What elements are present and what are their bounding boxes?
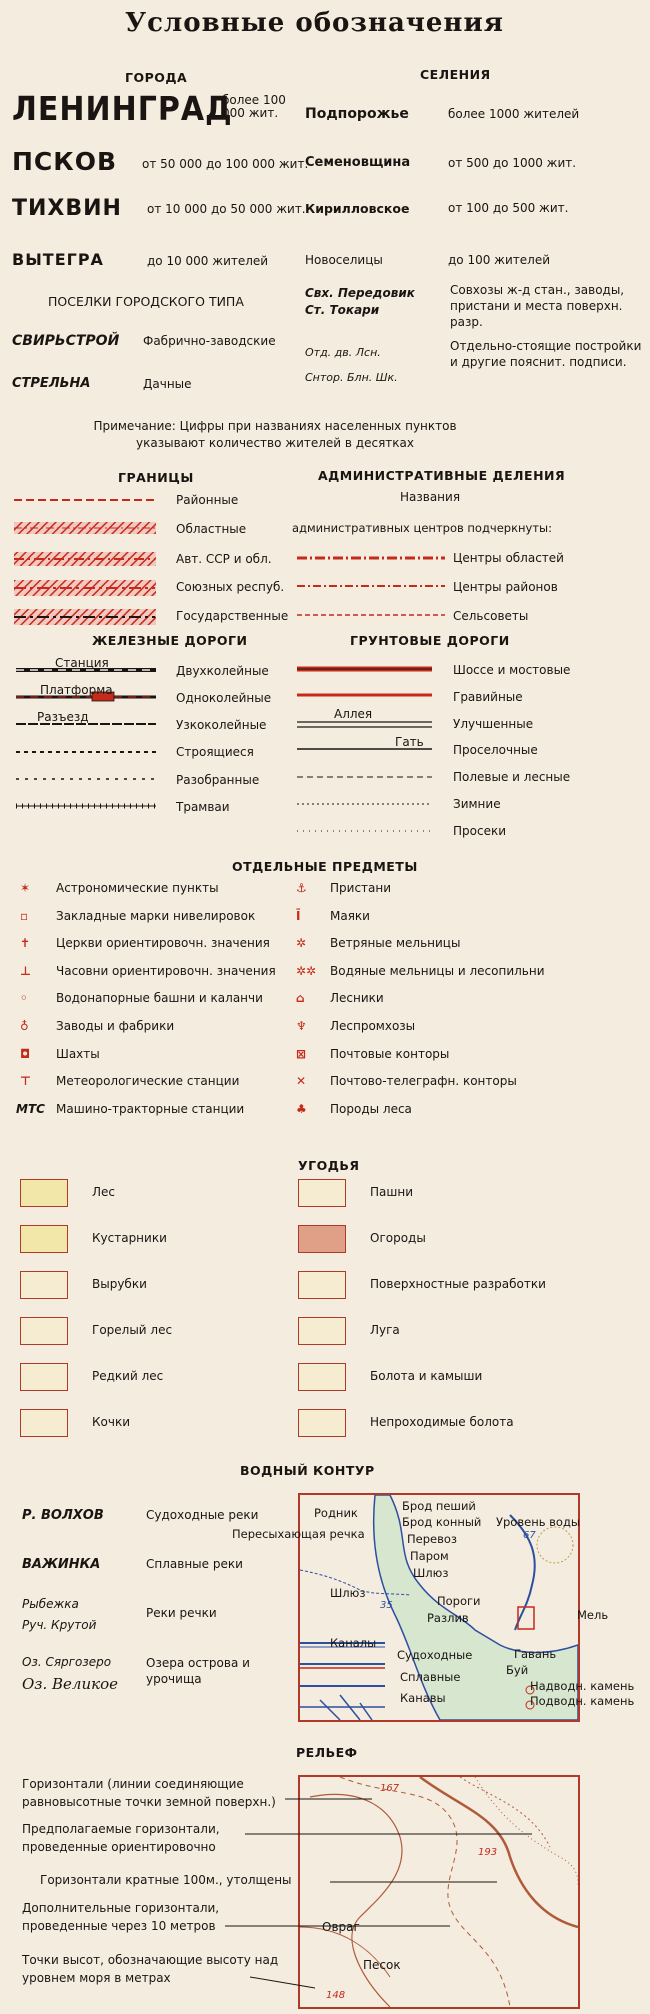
object-right-symbol-icon: ⊠ (296, 1046, 307, 1061)
object-left-label: Машино-тракторные станции (56, 1101, 245, 1116)
admin-item-2: Центры районов (453, 580, 558, 594)
land-left-label: Вырубки (92, 1277, 147, 1291)
objects-header: ОТДЕЛЬНЫЕ ПРЕДМЕТЫ (232, 859, 418, 874)
city-pop-3: от 10 000 до 50 000 жит. (147, 202, 306, 216)
city-tikhvin: ТИХВИН (12, 196, 122, 221)
water-name-2: ВАЖИНКА (22, 1557, 101, 1572)
water-label-4: Озера острова и урочища (146, 1656, 250, 1686)
special-name-3: Отд. дв. Лсн. (305, 346, 381, 359)
map-lock-1: Шлюз (413, 1566, 449, 1580)
object-left-symbol-icon: ⊥ (20, 963, 31, 978)
roads-header: ГРУНТОВЫЕ ДОРОГИ (350, 633, 510, 648)
special-desc-2: Отдельно-стоящие постройки и другие пояснит. подписи. (450, 339, 642, 369)
admin-item-1: Центры областей (453, 551, 564, 565)
village-2: Семеновщина (305, 155, 411, 170)
map-lock-2: Шлюз (330, 1586, 366, 1600)
object-right-label: Почтово-телеграфн. конторы (330, 1074, 517, 1089)
rail-siding: Разъезд (37, 710, 89, 724)
city-leningrad: ЛЕНИНГРАД (12, 90, 233, 129)
rail-item-1: Двухколейные (176, 664, 269, 678)
land-left-label: Лес (92, 1185, 116, 1199)
relief-item-5: Точки высот, обозначающие высоту над уровнем моря в метрах (22, 1953, 279, 1985)
village-3: Кирилловское (305, 201, 410, 216)
object-left-symbol-icon: ▫ (20, 908, 29, 923)
road-item-6: Зимние (453, 797, 501, 811)
land-left-label: Редкий лес (92, 1369, 164, 1383)
land-right-label: Луга (370, 1323, 400, 1337)
water-header: ВОДНЫЙ КОНТУР (240, 1463, 375, 1478)
land-right-label: Пашни (370, 1185, 414, 1199)
road-item-5: Полевые и лесные (453, 770, 571, 784)
object-right-symbol-icon: ✲ (296, 936, 307, 951)
relief-h3: 148 (326, 1990, 346, 2001)
land-right-label: Поверхностные разработки (370, 1277, 546, 1291)
object-left-symbol-icon: ◘ (20, 1046, 31, 1061)
urban-header: ПОСЕЛКИ ГОРОДСКОГО ТИПА (48, 294, 244, 309)
urban-desc-2: Дачные (143, 377, 192, 391)
map-flood: Разлив (427, 1611, 469, 1625)
relief-item-2: Предполагаемые горизонтали, проведенные ориентировочно (22, 1822, 220, 1854)
water-name-1: Р. ВОЛХОВ (22, 1508, 104, 1523)
relief-header: РЕЛЬЕФ (296, 1745, 358, 1760)
border-label-2: Областные (176, 522, 247, 536)
land-left-label: Кустарники (92, 1231, 167, 1245)
land-right-label: Непроходимые болота (370, 1415, 514, 1429)
relief-h1: 167 (380, 1783, 400, 1794)
road-item-4: Проселочные (453, 743, 538, 757)
object-left-symbol-icon: ♁ (20, 1019, 29, 1033)
village-1: Подпорожье (305, 106, 409, 122)
relief-ravine: Овраг (322, 1920, 360, 1934)
land-right-label: Огороды (370, 1231, 426, 1245)
land-left-label: Кочки (92, 1415, 130, 1429)
object-left-label: Метеорологические станции (56, 1074, 240, 1089)
map-ditches: Канавы (400, 1691, 446, 1705)
urban-svirstroy: СВИРЬСТРОЙ (12, 333, 120, 349)
relief-item-4: Дополнительные горизонтали, проведенные через 10 метров (22, 1901, 220, 1933)
object-right-label: Водяные мельницы и лесопильни (330, 963, 545, 978)
road-item-7: Просеки (453, 824, 507, 838)
rail-item-5: Разобранные (176, 773, 260, 787)
rail-station: Станция (55, 656, 109, 670)
map-buoy: Буй (506, 1663, 529, 1677)
object-right-symbol-icon: ⌂ (296, 991, 305, 1006)
village-pop-3: от 100 до 500 жит. (448, 201, 569, 215)
rail-item-2: Одноколейные (176, 691, 272, 705)
road-alley: Аллея (334, 707, 373, 721)
object-left-label: Закладные марки нивелировок (56, 908, 256, 923)
city-pskov: ПСКОВ (12, 147, 118, 176)
map-floating: Сплавные (400, 1670, 461, 1684)
rail-item-3: Узкоколейные (176, 718, 267, 732)
border-label-5: Государственные (176, 609, 289, 623)
object-left-label: Заводы и фабрики (56, 1019, 175, 1033)
land-left-label: Горелый лес (92, 1323, 173, 1337)
map-drying: Пересыхающая речка (232, 1527, 365, 1541)
map-ferry: Паром (410, 1549, 449, 1563)
object-left-label: Астрономические пункты (56, 881, 219, 895)
object-left-label: Шахты (56, 1046, 100, 1061)
special-name-4: Снтор. Блн. Шк. (305, 371, 398, 384)
admin-item-3: Сельсоветы (453, 609, 529, 623)
village-pop-2: от 500 до 1000 жит. (448, 156, 577, 170)
object-left-label: Водонапорные башни и каланчи (56, 991, 263, 1006)
object-left-label: Церкви ориентировочн. значения (56, 936, 270, 951)
towns-header: ГОРОДА (125, 70, 188, 85)
admin-centers-note: административных центров подчеркнуты: (292, 521, 553, 535)
borders-header: ГРАНИЦЫ (118, 470, 194, 485)
border-label-3: Авт. ССР и обл. (176, 552, 272, 566)
special-name-1: Свх. Передовик (305, 286, 415, 300)
map-rock-under: Подводн. камень (530, 1694, 635, 1708)
water-name-4: Оз. Сяргозеро (22, 1655, 112, 1669)
land-right-label: Болота и камыши (370, 1369, 483, 1383)
city-pop-4: до 10 000 жителей (147, 254, 269, 268)
object-right-label: Ветряные мельницы (330, 936, 461, 951)
city-pop-2: от 50 000 до 100 000 жит. (142, 157, 309, 171)
map-level-2: 35 (380, 1600, 393, 1611)
map-navigable: Судоходные (397, 1648, 473, 1662)
city-vytegra: ВЫТЕГРА (12, 250, 104, 269)
water-label-3: Реки речки (146, 1606, 217, 1620)
road-item-3: Улучшенные (453, 717, 534, 731)
object-right-label: Маяки (330, 908, 370, 923)
object-right-symbol-icon: ✕ (296, 1074, 307, 1089)
admin-header: АДМИНИСТРАТИВНЫЕ ДЕЛЕНИЯ (318, 468, 566, 483)
border-label-1: Районные (176, 493, 239, 507)
map-canals: Каналы (330, 1636, 377, 1650)
map-water-level: Уровень воды (496, 1515, 580, 1529)
relief-item-3: Горизонтали кратные 100м., утолщены (40, 1873, 292, 1887)
road-gat: Гать (395, 735, 424, 749)
settlements-note: Примечание: Цифры при названиях населенных пунктов указывают количество жителей в десятках (93, 419, 457, 450)
relief-item-1: Горизонтали (линии соединяющие равновысотные точки земной поверхн.) (22, 1777, 276, 1809)
rail-item-4: Строящиеся (176, 745, 254, 759)
border-label-4: Союзных респуб. (176, 580, 285, 594)
water-name-4b: Оз. Великое (22, 1675, 118, 1693)
urban-strelna: СТРЕЛЬНА (12, 376, 91, 391)
object-left-symbol-icon: ✝ (20, 936, 31, 951)
village-4: Новоселицы (305, 253, 383, 267)
map-shoal: Мель (577, 1608, 609, 1622)
object-left-symbol-icon: ✶ (20, 881, 31, 895)
object-right-symbol-icon: ♆ (296, 1019, 307, 1033)
object-right-label: Леспромхозы (330, 1019, 416, 1033)
rail-item-6: Трамваи (176, 800, 230, 814)
railways-header: ЖЕЛЕЗНЫЕ ДОРОГИ (92, 633, 248, 648)
map-rock-above: Надводн. камень (530, 1679, 635, 1693)
water-label-2: Сплавные реки (146, 1557, 243, 1571)
village-pop-1: более 1000 жителей (448, 107, 580, 121)
object-right-symbol-icon: ♣ (296, 1101, 307, 1116)
admin-names-label: Названия (400, 490, 461, 504)
map-level-1: 67 (523, 1530, 536, 1541)
object-right-label: Лесники (330, 991, 384, 1006)
water-name-3: Рыбежка (22, 1597, 79, 1611)
lands-header: УГОДЬЯ (298, 1158, 360, 1173)
map-harbor: Гавань (514, 1647, 557, 1661)
special-name-2: Ст. Токари (305, 303, 380, 317)
map-rapids: Пороги (437, 1594, 481, 1608)
special-desc-1: Совхозы ж-д стан., заводы, пристани и места поверхн. разр. (450, 283, 625, 329)
object-right-symbol-icon: ⚓ (296, 881, 307, 895)
object-left-symbol-icon: ◦ (20, 991, 28, 1006)
object-right-label: Породы леса (330, 1101, 412, 1116)
page-title: Условные обозначения (125, 8, 504, 38)
relief-h2: 193 (478, 1847, 498, 1858)
map-ford-walk: Брод пеший (402, 1499, 476, 1513)
relief-sand: Песок (363, 1958, 401, 1972)
map-ford-horse: Брод конный (402, 1515, 482, 1529)
water-name-3b: Руч. Крутой (22, 1618, 97, 1632)
object-left-label: Часовни ориентировочн. значения (56, 963, 276, 978)
object-right-symbol-icon: Ī (296, 908, 301, 923)
city-pop-1: более 100 000 жит. (222, 93, 286, 120)
water-label-1: Судоходные реки (146, 1508, 259, 1522)
map-transport: Перевоз (407, 1532, 458, 1546)
rail-platform: Платформа (40, 683, 113, 697)
road-item-2: Гравийные (453, 690, 523, 704)
object-right-label: Почтовые конторы (330, 1046, 450, 1061)
road-item-1: Шоссе и мостовые (453, 663, 571, 677)
object-right-symbol-icon: ✲✲ (296, 963, 317, 978)
villages-header: СЕЛЕНИЯ (420, 67, 491, 82)
object-left-symbol-icon: ⊤ (20, 1074, 31, 1089)
map-spring: Родник (314, 1506, 358, 1520)
village-pop-4: до 100 жителей (448, 253, 551, 267)
object-right-label: Пристани (330, 881, 392, 895)
urban-desc-1: Фабрично-заводские (143, 334, 276, 348)
object-left-symbol-icon: МТС (16, 1101, 45, 1116)
